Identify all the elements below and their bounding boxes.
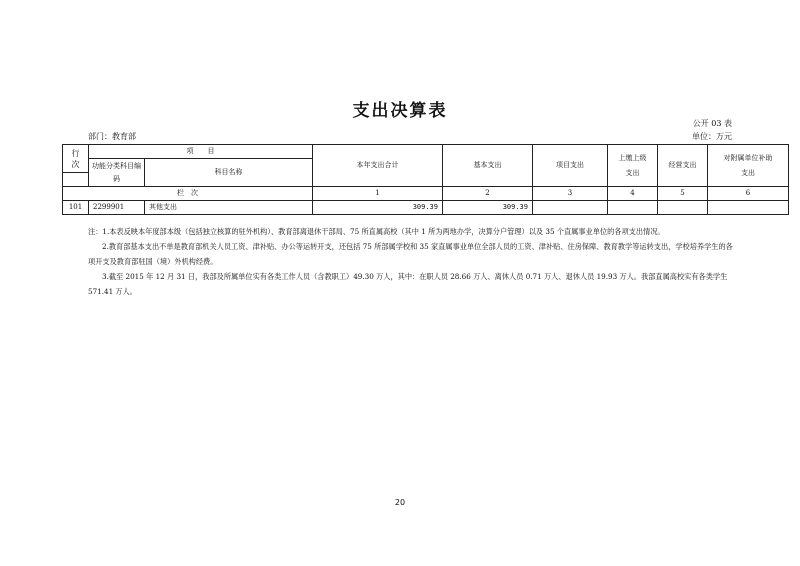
notes-section	[88, 224, 740, 299]
table-row	[63, 201, 789, 215]
note-2: 2.教育部基本支出不单是教育部机关人员工资、津补贴、办公等运转开支，还包括 75 所部属学校和 35 家直属事业单位全部人员的工资、津补贴、住房保障、教育教学等运转支出，学校培养学生的各项开支及教育部驻国（境）外机构经费。	[88, 242, 733, 266]
department-label: 部门：教育部	[88, 132, 136, 141]
page-number: 20	[394, 498, 406, 507]
cell-basic: 309.39	[443, 201, 533, 215]
cell-business	[658, 201, 708, 215]
column-index: 6	[708, 187, 789, 201]
header-subsidy: 对附属单位补助 支出	[708, 145, 789, 187]
column-index-label: 栏 次	[63, 187, 313, 201]
page-title: 支出决算表	[352, 101, 448, 121]
cell-upper-remittance	[608, 201, 658, 215]
column-index: 3	[533, 187, 608, 201]
note-1: 注：1.本表反映本年度部本级（包括独立核算的驻外机构）、教育部离退休干部局、75 所直属高校（其中 1 所为两地办学，决算分户管理）以及 35 个直属事业单位的各项支出情况。	[88, 227, 665, 236]
header-total: 本年支出合计	[313, 145, 443, 187]
note-3: 3.截至 2015 年 12 月 31 日，我部及所属单位实有各类工作人员（含教职工）49.30 万人，其中：在职人员 28.66 万人、离休人员 0.71 万人、退休人员 19.93 万人。我部直属高校实有各类学生 571.41 万人。	[88, 272, 728, 296]
header-line-no-spacer	[63, 173, 89, 187]
expenditure-table	[62, 144, 789, 215]
cell-line: 101	[63, 201, 89, 215]
column-index: 4	[608, 187, 658, 201]
cell-total: 309.39	[313, 201, 443, 215]
column-index: 5	[658, 187, 708, 201]
header-function-code: 功能分类科目编码	[89, 159, 145, 187]
cell-project-expenditure	[533, 201, 608, 215]
column-index: 2	[443, 187, 533, 201]
cell-code: 2299901	[89, 201, 145, 215]
header-project-expenditure: 项目支出	[533, 145, 608, 187]
header-project: 项 目	[89, 145, 313, 159]
cell-name: 其他支出	[145, 201, 313, 215]
header-basic: 基本支出	[443, 145, 533, 187]
unit-label: 单位：万元	[692, 132, 732, 141]
header-subject-name: 科目名称	[145, 159, 313, 187]
header-business: 经营支出	[658, 145, 708, 187]
column-index: 1	[313, 187, 443, 201]
form-number: 公开 03 表	[692, 119, 732, 128]
header-line-no: 行 次	[63, 145, 89, 173]
cell-subsidy	[708, 201, 789, 215]
header-upper-remittance: 上缴上级 支出	[608, 145, 658, 187]
